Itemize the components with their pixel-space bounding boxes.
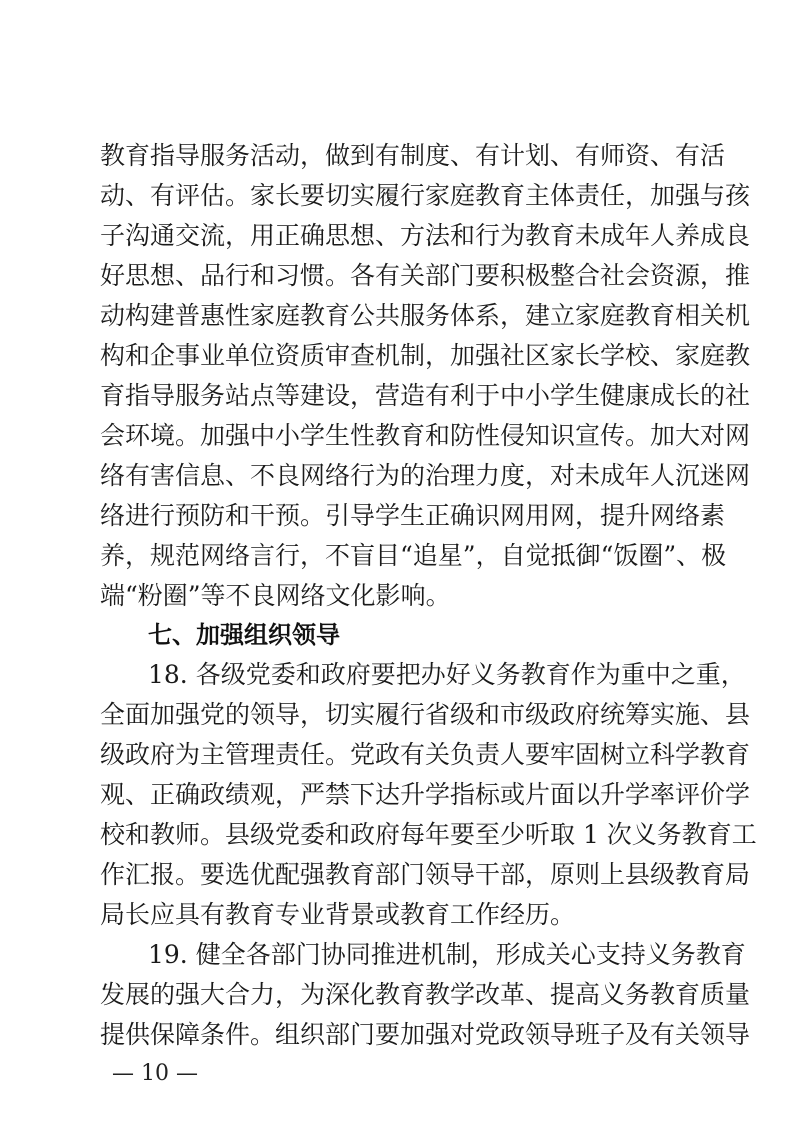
paragraph-18-line: 级政府为主管理责任。党政有关负责人要牢固树立科学教育 [100, 740, 751, 769]
paragraph-19-line: 发展的强大合力，为深化教育教学改革、提高义务教育质量 [100, 980, 751, 1009]
paragraph-18-line: 作汇报。要选优配强教育部门领导干部，原则上县级教育局 [100, 860, 751, 889]
body-text-line: 子沟通交流，用正确思想、方法和行为教育未成年人养成良 [100, 221, 751, 250]
body-text-line: 动、有评估。家长要切实履行家庭教育主体责任，加强与孩 [100, 181, 751, 210]
paragraph-18-line: 局长应具有教育专业背景或教育工作经历。 [100, 900, 576, 929]
body-text-line: 端“粉圈”等不良网络文化影响。 [100, 581, 451, 610]
body-text-line: 教育指导服务活动，做到有制度、有计划、有师资、有活 [100, 141, 726, 170]
body-text-line: 养，规范网络言行，不盲目“追星”，自觉抵御“饭圈”、极 [100, 541, 727, 570]
paragraph-18-line: 观、正确政绩观，严禁下达升学指标或片面以升学率评价学 [100, 780, 751, 809]
paragraph-18-line: 全面加强党的领导，切实履行省级和市级政府统筹实施、县 [100, 700, 751, 729]
paragraph-19-line: 19. 健全各部门协同推进机制，形成关心支持义务教育 [148, 940, 746, 969]
body-text-line: 络进行预防和干预。引导学生正确识网用网，提升网络素 [100, 501, 726, 530]
paragraph-19-line: 提供保障条件。组织部门要加强对党政领导班子及有关领导 [100, 1020, 751, 1049]
page-number: — 10 — [112, 1061, 198, 1086]
body-text-line: 动构建普惠性家庭教育公共服务体系，建立家庭教育相关机 [100, 301, 751, 330]
body-text-line: 络有害信息、不良网络行为的治理力度，对未成年人沉迷网 [100, 461, 751, 490]
section-heading: 七、加强组织领导 [148, 621, 340, 649]
paragraph-18-line: 校和教师。县级党委和政府每年要至少听取 1 次义务教育工 [100, 820, 757, 849]
body-text-line: 会环境。加强中小学生性教育和防性侵知识宣传。加大对网 [100, 421, 751, 450]
paragraph-18-line: 18. 各级党委和政府要把办好义务教育作为重中之重， [148, 660, 746, 689]
body-text-line: 好思想、品行和习惯。各有关部门要积极整合社会资源，推 [100, 261, 751, 290]
body-text-line: 构和企事业单位资质审查机制，加强社区家长学校、家庭教 [100, 341, 751, 370]
body-text-line: 育指导服务站点等建设，营造有利于中小学生健康成长的社 [100, 381, 751, 410]
